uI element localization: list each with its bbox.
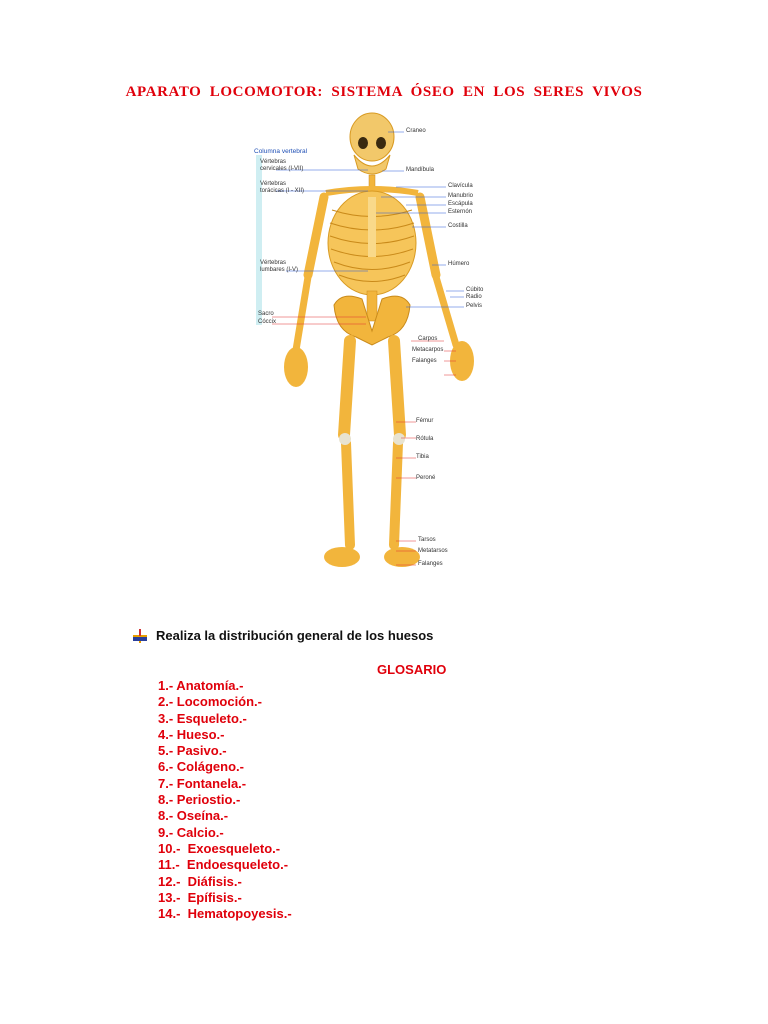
label-coccix: Cóccix bbox=[258, 319, 277, 325]
label-escapula: Escápula bbox=[448, 201, 473, 207]
label-humero: Húmero bbox=[448, 261, 470, 267]
label-esternon: Esternón bbox=[448, 209, 473, 215]
label-vert-lumbares-1: Vértebras bbox=[260, 260, 287, 266]
glossary-item: 14.- Hematopoyesis.- bbox=[158, 906, 292, 922]
skull bbox=[350, 113, 394, 161]
label-cubito: Cúbito bbox=[466, 287, 484, 293]
glossary-item: 8.- Periostio.- bbox=[158, 792, 241, 808]
label-vert-lumbares-2: lumbares (I-V) bbox=[260, 267, 299, 273]
glossary-item: 5.- Pasivo.- bbox=[158, 743, 227, 759]
glossary-item: 9.- Calcio.- bbox=[158, 824, 224, 840]
glossary-item: 4.- Hueso.- bbox=[158, 726, 225, 742]
label-perone: Peroné bbox=[416, 475, 436, 481]
skeleton-illustration bbox=[246, 105, 514, 585]
glossary-list bbox=[158, 678, 292, 922]
label-vert-cervicales-2: cervicales (I-VII) bbox=[260, 166, 304, 172]
label-pelvis: Pelvis bbox=[466, 303, 483, 309]
label-metatarsos: Metatarsos bbox=[418, 548, 448, 554]
label-falanges-pie: Falanges bbox=[418, 561, 443, 567]
label-vert-cervicales-1: Vértebras bbox=[260, 159, 287, 165]
glossary-item: 8.- Oseína.- bbox=[158, 808, 229, 824]
label-vert-toracicas-1: Vértebras bbox=[260, 181, 287, 187]
label-carpos: Carpos bbox=[418, 336, 438, 342]
label-rotula: Rótula bbox=[416, 436, 434, 442]
label-falanges-mano: Falanges bbox=[412, 358, 437, 364]
glossary-item: 2.- Locomoción.- bbox=[158, 694, 262, 710]
instruction-text: Realiza la distribución general de los huesos bbox=[156, 628, 434, 643]
label-tibia: Tibia bbox=[416, 454, 429, 460]
label-craneo: Craneo bbox=[406, 128, 426, 134]
label-costilla: Costilla bbox=[448, 223, 468, 229]
label-tarsos: Tarsos bbox=[418, 537, 436, 543]
label-columna: Columna vertebral bbox=[254, 148, 308, 155]
label-radio: Radio bbox=[466, 294, 482, 300]
label-vert-toracicas-2: torácicas (I - XII) bbox=[260, 188, 305, 194]
bullet-arrow-icon bbox=[132, 629, 148, 643]
label-metacarpos: Metacarpos bbox=[412, 347, 444, 353]
skeleton-figure bbox=[246, 105, 514, 585]
label-sacro: Sacro bbox=[258, 311, 274, 317]
glossary-item: 13.- Epífisis.- bbox=[158, 889, 242, 905]
glossary-item: 12.- Diáfisis.- bbox=[158, 873, 242, 889]
page-title: APARATO LOCOMOTOR: SISTEMA ÓSEO EN LOS SERES VIVOS bbox=[125, 84, 643, 100]
label-manubrio: Manubrio bbox=[448, 193, 474, 199]
glossary-item: 6.- Colágeno.- bbox=[158, 759, 244, 775]
glossary-item: 3.- Esqueleto.- bbox=[158, 710, 247, 726]
label-mandibula: Mandíbula bbox=[406, 167, 435, 173]
glossary-item: 10.- Exoesqueleto.- bbox=[158, 840, 281, 856]
glossary-item: 11.- Endoesqueleto.- bbox=[158, 857, 289, 873]
glossary-title: GLOSARIO bbox=[377, 662, 447, 677]
glossary-item: 1.- Anatomía.- bbox=[158, 678, 244, 693]
label-clavicula: Clavícula bbox=[448, 183, 473, 189]
label-femur: Fémur bbox=[416, 418, 434, 424]
glossary-item: 7.- Fontanela.- bbox=[158, 775, 247, 791]
instruction-line bbox=[132, 628, 433, 643]
